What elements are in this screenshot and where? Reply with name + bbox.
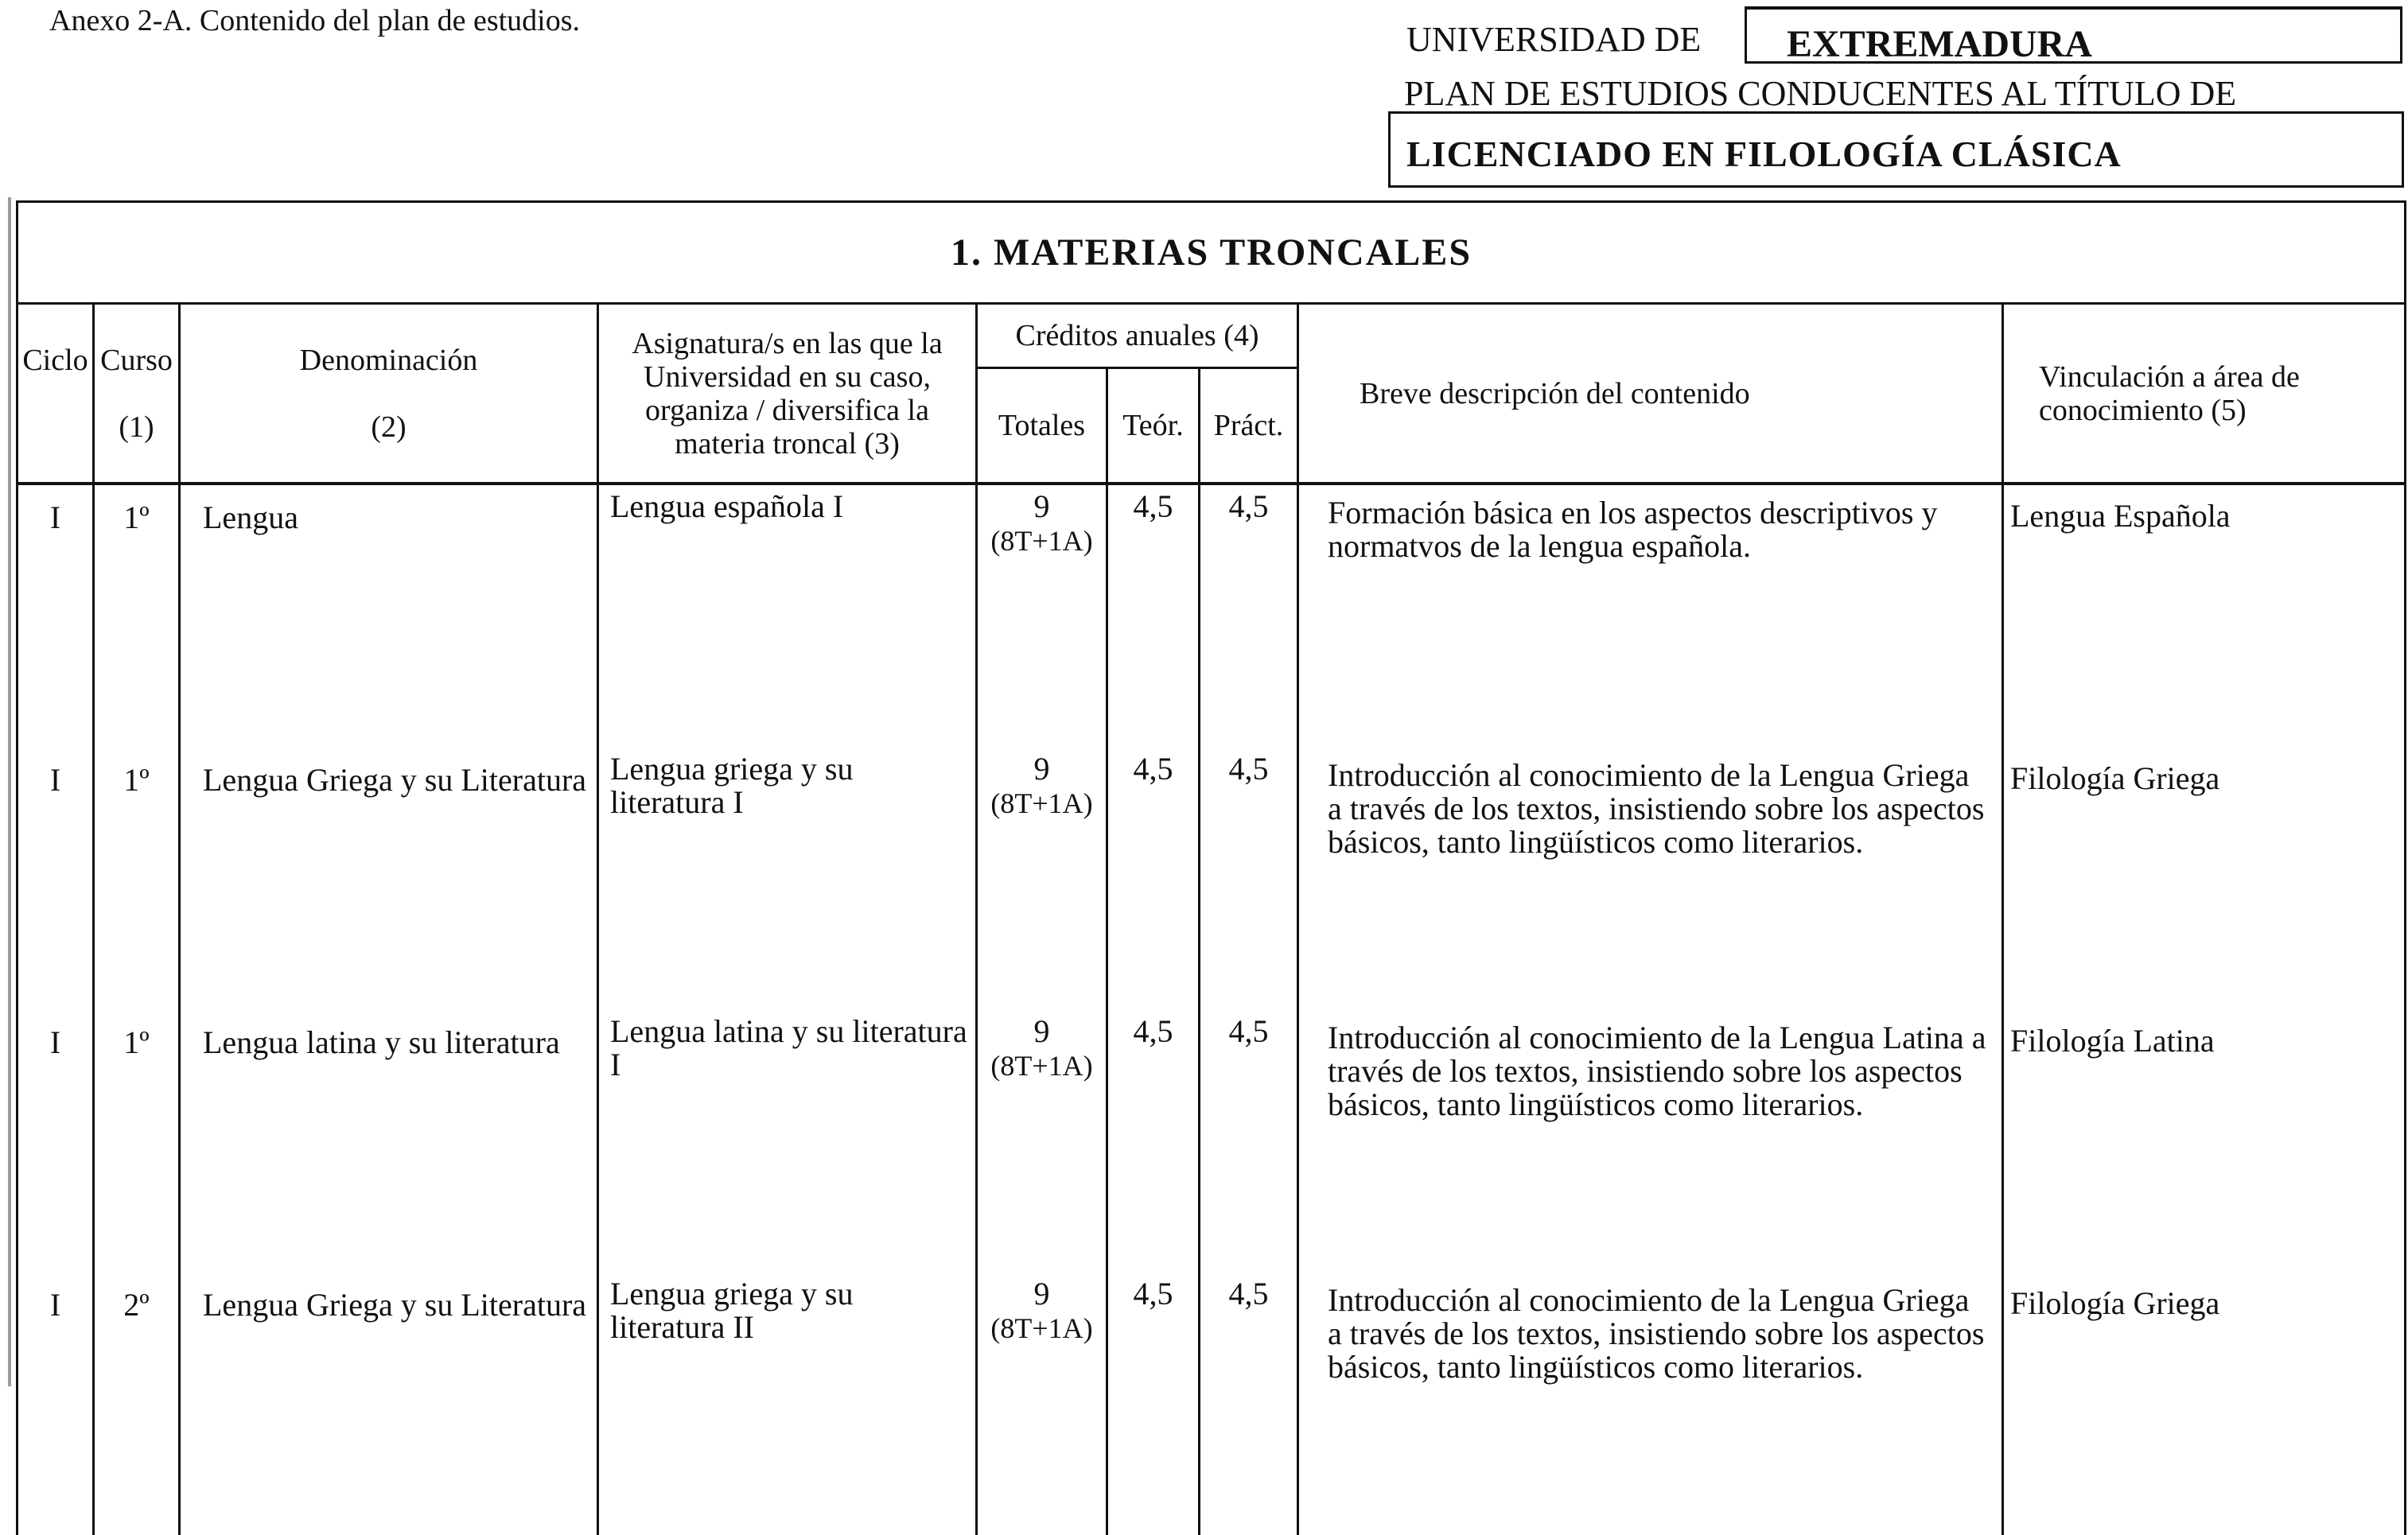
cell-teor: 4,5: [1107, 1010, 1200, 1273]
cell-totales-detail: (8T+1A): [990, 1050, 1093, 1082]
table-row: [18, 1010, 2406, 1273]
cell-descripcion: Introducción al conocimiento de la Lengua Latina a través de los textos, insistiendo sobre los aspectos básicos, tanto lingüísticos como literarios.: [1298, 1010, 2003, 1273]
col-header-area: Vinculación a área de conocimiento (5): [2003, 304, 2406, 484]
cell-totales: [977, 1010, 1107, 1273]
col-curso-label: Curso: [100, 343, 173, 377]
cell-teor: 4,5: [1107, 484, 1200, 748]
col-denominacion-label: Denominación: [299, 343, 478, 377]
col-header-pract: Práct.: [1200, 368, 1298, 484]
col-header-creditos: Créditos anuales (4): [977, 304, 1298, 368]
university-label: UNIVERSIDAD DE: [1406, 20, 1702, 59]
cell-descripcion: Formación básica en los aspectos descriptivos y normatvos de la lengua española.: [1298, 484, 2003, 748]
cell-curso: 1º: [94, 1010, 180, 1273]
cell-pract: 4,5: [1200, 1273, 1298, 1535]
cell-totales: [977, 1273, 1107, 1535]
cell-ciclo: I: [18, 484, 94, 748]
table-row: [18, 484, 2406, 748]
section-title: 1. MATERIAS TRONCALES: [18, 202, 2406, 304]
cell-ciclo: I: [18, 748, 94, 1010]
cell-totales-detail: (8T+1A): [990, 525, 1093, 557]
col-header-ciclo: [18, 304, 94, 484]
cell-area: Filología Latina: [2003, 1010, 2406, 1273]
cell-ciclo: I: [18, 1273, 94, 1535]
col-header-asignatura: Asignatura/s en las que la Universidad en su caso, organiza / diversifica la materia troncal (3): [598, 304, 977, 484]
cell-curso: 1º: [94, 484, 180, 748]
cell-descripcion: Introducción al conocimiento de la Lengua Griega a través de los textos, insistiendo sobre los aspectos básicos, tanto lingüísticos como literarios.: [1298, 748, 2003, 1010]
cell-teor: 4,5: [1107, 748, 1200, 1010]
cell-curso: 1º: [94, 748, 180, 1010]
cell-denominacion: Lengua Griega y su Literatura: [180, 1273, 598, 1535]
annex-title: Anexo 2-A. Contenido del plan de estudios.: [49, 4, 581, 37]
cell-totales-detail: (8T+1A): [990, 1312, 1093, 1344]
cell-totales-value: 9: [1033, 488, 1050, 524]
cell-area: Filología Griega: [2003, 748, 2406, 1010]
cell-pract: 4,5: [1200, 1010, 1298, 1273]
cell-asignatura: Lengua griega y su literatura II: [598, 1273, 977, 1535]
scan-edge-shadow: [8, 197, 11, 1386]
cell-denominacion: Lengua Griega y su Literatura: [180, 748, 598, 1010]
col-curso-note: (1): [119, 410, 154, 444]
col-header-totales: Totales: [977, 368, 1107, 484]
cell-totales-value: 9: [1033, 751, 1050, 787]
cell-asignatura: Lengua española I: [598, 484, 977, 748]
cell-pract: 4,5: [1200, 484, 1298, 748]
curriculum-table: [16, 200, 2406, 1535]
cell-denominacion: Lengua latina y su literatura: [180, 1010, 598, 1273]
col-header-curso: [94, 304, 180, 484]
cell-area: Lengua Española: [2003, 484, 2406, 748]
cell-curso: 2º: [94, 1273, 180, 1535]
cell-descripcion: Introducción al conocimiento de la Lengua Griega a través de los textos, insistiendo sobre los aspectos básicos, tanto lingüísticos como literarios.: [1298, 1273, 2003, 1535]
cell-denominacion: Lengua: [180, 484, 598, 748]
cell-teor: 4,5: [1107, 1273, 1200, 1535]
university-name-box: [1745, 6, 2402, 64]
cell-totales-value: 9: [1033, 1013, 1050, 1049]
col-header-denominacion: [180, 304, 598, 484]
col-denominacion-note: (2): [371, 410, 407, 444]
col-ciclo-label: Ciclo: [22, 343, 88, 377]
university-name: EXTREMADURA: [1787, 23, 2092, 65]
cell-asignatura: Lengua latina y su literatura I: [598, 1010, 977, 1273]
plan-title: PLAN DE ESTUDIOS CONDUCENTES AL TÍTULO DE: [1404, 74, 2237, 113]
table-row: [18, 748, 2406, 1010]
col-header-descripcion: Breve descripción del contenido: [1298, 304, 2003, 484]
cell-totales-detail: (8T+1A): [990, 787, 1093, 819]
degree-box: [1388, 111, 2404, 188]
cell-asignatura: Lengua griega y su literatura I: [598, 748, 977, 1010]
table-row: [18, 1273, 2406, 1535]
cell-totales: [977, 484, 1107, 748]
cell-totales: [977, 748, 1107, 1010]
cell-area: Filología Griega: [2003, 1273, 2406, 1535]
degree-name: LICENCIADO EN FILOLOGÍA CLÁSICA: [1406, 134, 2122, 174]
cell-totales-value: 9: [1033, 1276, 1050, 1312]
cell-pract: 4,5: [1200, 748, 1298, 1010]
col-header-teor: Teór.: [1107, 368, 1200, 484]
cell-ciclo: I: [18, 1010, 94, 1273]
